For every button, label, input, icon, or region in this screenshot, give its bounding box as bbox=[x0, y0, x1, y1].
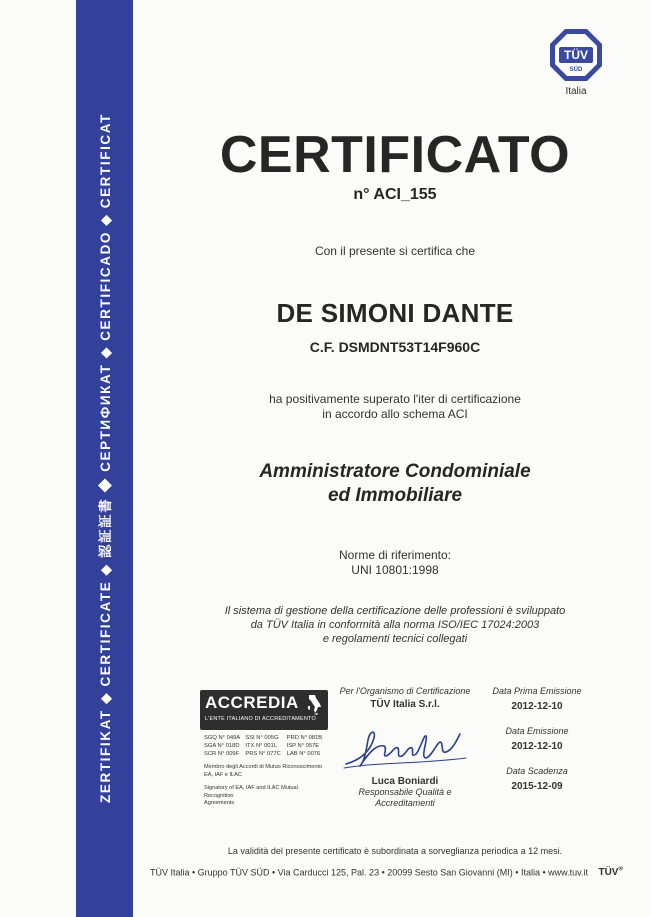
reference-norms bbox=[175, 548, 615, 578]
role-line-1: Amministratore Condominiale bbox=[259, 461, 531, 482]
svg-text:TÜV: TÜV bbox=[564, 48, 588, 62]
signer-name: Luca Boniardi bbox=[371, 776, 439, 787]
role-line-2: ed Immobiliare bbox=[327, 485, 463, 506]
accredia-note-line: Membro degli Accordi di Mutuo Riconoscimento bbox=[204, 764, 323, 770]
svg-text:SÜD: SÜD bbox=[569, 67, 583, 73]
passed-statement bbox=[175, 392, 615, 422]
tuv-octagon-icon bbox=[548, 27, 604, 83]
expiry-label: Data Scadenza bbox=[506, 766, 568, 776]
accredia-code: LAB N° 0076 bbox=[286, 751, 321, 757]
certificate-title: CERTIFICATO bbox=[219, 126, 571, 184]
accredia-codes bbox=[200, 734, 328, 758]
footer bbox=[150, 867, 623, 879]
validity-note: La validità del presente certificato è subordinata a sorveglianza periodica a 12 mesi. bbox=[227, 846, 563, 856]
accredia-logo bbox=[200, 690, 328, 730]
certification-body-label: Per l'Organismo di Certificazione bbox=[339, 686, 471, 696]
tax-code: C.F. DSMDNT53T14F960C bbox=[309, 339, 481, 355]
dates-block bbox=[486, 686, 588, 792]
accredia-code: SCR N° 009F bbox=[204, 751, 240, 757]
accredia-note-en bbox=[200, 785, 328, 808]
accredia-code: SGA N° 018D bbox=[204, 743, 240, 749]
certificate-number: n° ACI_155 bbox=[353, 186, 437, 203]
system-statement bbox=[175, 604, 615, 646]
system-line-3: e regolamenti tecnici collegati bbox=[322, 633, 468, 645]
signer-role-line: Accreditamenti bbox=[375, 798, 435, 808]
accredia-note-it bbox=[200, 764, 328, 779]
footer-tuv-mark bbox=[598, 867, 622, 878]
system-line-1: Il sistema di gestione della certificazione delle professioni è sviluppato bbox=[224, 605, 566, 617]
footer-address: TÜV Italia • Gruppo TÜV SÜD • Via Carducci 125, Pal. 23 • 20099 Sesto San Giovanni (MI) • Italia • www.tuv.it bbox=[150, 867, 588, 878]
first-issue-value: 2012-12-10 bbox=[511, 701, 563, 712]
holder-name: DE SIMONI DANTE bbox=[276, 298, 514, 328]
intro-text: Con il presente si certifica che bbox=[314, 244, 476, 258]
registered-mark: ® bbox=[618, 867, 623, 873]
signature-image bbox=[340, 724, 470, 772]
footer-mark-text: TÜV bbox=[598, 867, 619, 879]
signer-role-line: Responsabile Qualità e bbox=[358, 787, 452, 797]
norme-value: UNI 10801:1998 bbox=[351, 563, 439, 577]
accredia-note-line: Signatory of EA, IAF and ILAC Mutual Recognition bbox=[204, 785, 298, 799]
accredia-code: ITX N° 001L bbox=[245, 743, 277, 749]
signer-role bbox=[330, 787, 480, 809]
side-band-text: ZERTIFIKAT ◆ CERTIFICATE ◆ 認証証書 ◆ СЕРТИФИКАТ ◆ CERTIFICADO ◆ CERTIFICAT bbox=[98, 113, 113, 803]
issue-label: Data Emissione bbox=[505, 726, 569, 736]
logo-country: Italia bbox=[565, 86, 587, 97]
certification-body-name: TÜV Italia S.r.l. bbox=[370, 699, 440, 710]
accredia-note-line: Agreements bbox=[204, 800, 235, 806]
expiry-value: 2015-12-09 bbox=[511, 781, 563, 792]
system-line-2: da TÜV Italia in conformità alla norma ISO/IEC 17024:2003 bbox=[250, 619, 540, 631]
tuv-logo bbox=[546, 27, 606, 103]
first-issue-label: Data Prima Emissione bbox=[492, 686, 582, 696]
accredia-code: PRS N° 077C bbox=[245, 751, 281, 757]
issue-value: 2012-12-10 bbox=[511, 741, 563, 752]
accredia-code: SGQ N° 049A bbox=[204, 735, 241, 741]
accredia-note-line: EA, IAF e ILAC bbox=[204, 771, 242, 778]
accredia-block bbox=[200, 690, 328, 808]
accredia-code: SSI N° 005G bbox=[245, 735, 279, 741]
accredia-subtitle: L'ENTE ITALIANO DI ACCREDITAMENTO bbox=[205, 716, 316, 722]
accredia-code: ISP N° 057E bbox=[286, 743, 320, 749]
passed-line-1: ha positivamente superato l'iter di certificazione bbox=[269, 392, 521, 406]
passed-line-2: in accordo allo schema ACI bbox=[322, 407, 468, 421]
accredia-code: PRD N° 081B bbox=[286, 735, 323, 741]
norme-label: Norme di riferimento: bbox=[338, 548, 452, 562]
italy-map-icon bbox=[306, 694, 322, 716]
certified-role bbox=[175, 460, 615, 508]
accredia-name: ACCREDIA bbox=[205, 693, 299, 712]
certification-body-block bbox=[330, 686, 480, 809]
